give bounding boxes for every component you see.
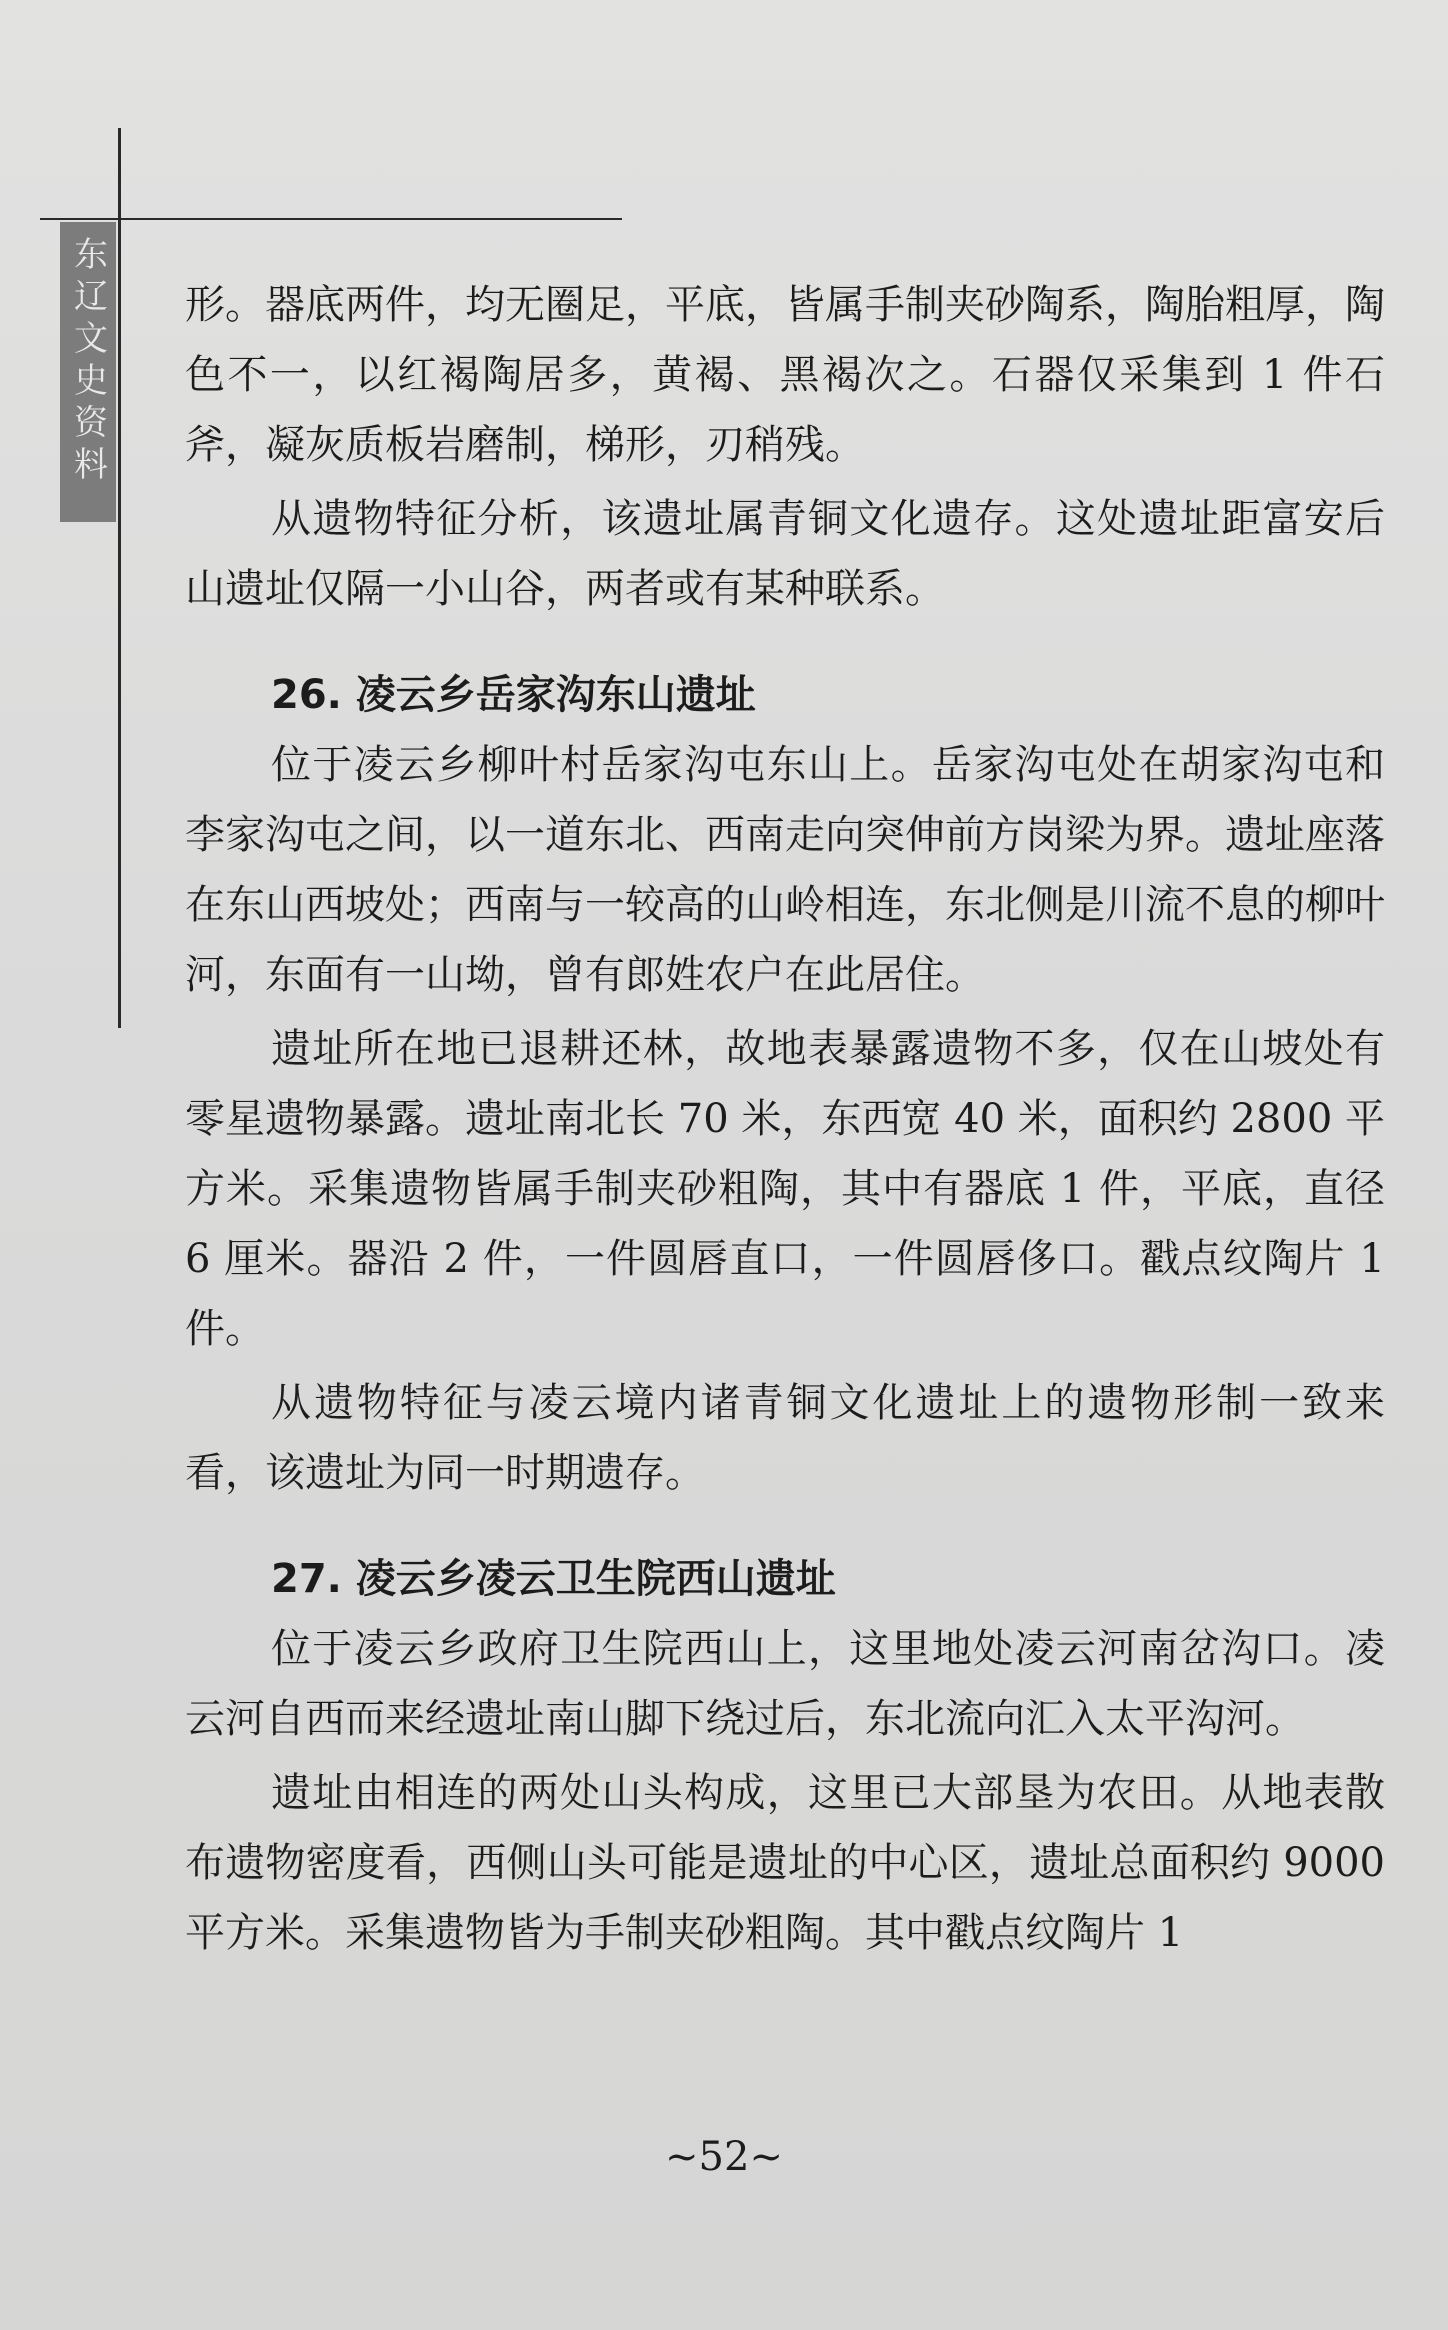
side-tab xyxy=(60,222,116,522)
section-heading-27: 27. 凌云乡凌云卫生院西山遗址 xyxy=(271,1556,836,1602)
side-tab-title: 东辽文史资料 xyxy=(67,236,108,488)
paragraph-location-27: 位于凌云乡政府卫生院西山上，这里地处凌云河南岔沟口。凌云河自西而来经遗址南山脚下绕过后，东北流向汇入太平沟河。 xyxy=(185,1626,1385,1742)
section-heading-26: 26. 凌云乡岳家沟东山遗址 xyxy=(271,672,756,718)
paragraph-continuation: 形。器底两件，均无圈足，平底，皆属手制夹砂陶系，陶胎粗厚，陶色不一，以红褐陶居多，黄褐、黑褐次之。石器仅采集到 1 件石斧，凝灰质板岩磨制，梯形，刃稍残。 xyxy=(185,282,1385,468)
page-content xyxy=(185,270,1385,1968)
paragraph-analysis-25: 从遗物特征分析，该遗址属青铜文化遗存。这处遗址距富安后山遗址仅隔一小山谷，两者或有某种联系。 xyxy=(185,496,1385,612)
left-vertical-rule xyxy=(118,128,121,1028)
paragraph-location-26: 位于凌云乡柳叶村岳家沟屯东山上。岳家沟屯处在胡家沟屯和李家沟屯之间，以一道东北、西南走向突伸前方岗梁为界。遗址座落在东山西坡处；西南与一较高的山岭相连，东北侧是川流不息的柳叶河，东面有一山坳，曾有郎姓农户在此居住。 xyxy=(185,742,1385,998)
paragraph-relics-26: 遗址所在地已退耕还林，故地表暴露遗物不多，仅在山坡处有零星遗物暴露。遗址南北长 70 米，东西宽 40 米，面积约 2800 平方米。采集遗物皆属手制夹砂粗陶，其中有器底 1 件，平底，直径 6 厘米。器沿 2 件，一件圆唇直口，一件圆唇侈口。戳点纹陶片 1 件。 xyxy=(185,1026,1385,1352)
paragraph-relics-27: 遗址由相连的两处山头构成，这里已大部垦为农田。从地表散布遗物密度看，西侧山头可能是遗址的中心区，遗址总面积约 9000 平方米。采集遗物皆为手制夹砂粗陶。其中戳点纹陶片 1 xyxy=(185,1770,1385,1956)
page-number: ~52~ xyxy=(665,2134,783,2180)
top-horizontal-rule xyxy=(40,218,622,220)
paragraph-analysis-26: 从遗物特征与凌云境内诸青铜文化遗址上的遗物形制一致来看，该遗址为同一时期遗存。 xyxy=(185,1380,1385,1496)
